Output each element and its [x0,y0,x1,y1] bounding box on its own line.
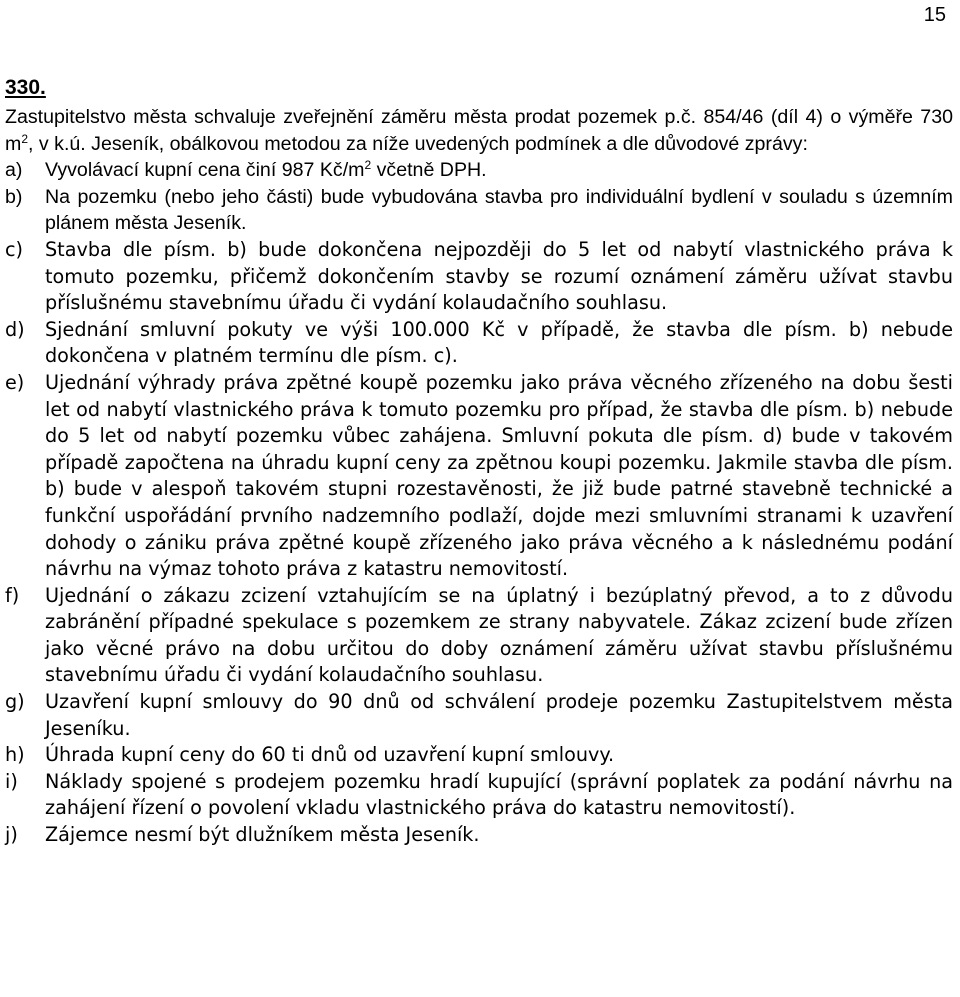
list-item-text: Ujednání výhrady práva zpětné koupě pozemku jako práva věcného zřízeného na dobu šesti let od nabytí vlastnického práva k tomuto pozemku pro případ, že stavba dle písm. b) nebude do 5 let od nabytí pozemku vůbec zahájena. Smluvní pokuta dle písm. d) bude v takovém případě započtena na úhradu kupní ceny za zpětnou koupi pozemku. Jakmile stavba dle písm. b) bude v alespoň takovém stupni rozestavěnosti, že již bude patrné stavebně technické a funkční uspořádání prvního nadzemního podlaží, dojde mezi smluvními stranami k uzavření dohody o zániku práva zpětné koupě zřízeného jako práva věcného a k následnému podání návrhu na výmaz tohoto práva z katastru nemovitostí. [45,370,953,581]
list-item-d [5,317,953,370]
list-item-label: f) [5,583,20,607]
list-item-a [5,157,953,184]
resolution-number: 330. [5,76,46,99]
list-item-text: Stavba dle písm. b) bude dokončena nejpozději do 5 let od nabytí vlastnického práva k tomuto pozemku, přičemž dokončením stavby se rozumí oznámení záměru užívat stavbu příslušnému stavebnímu úřadu či vydání kolaudačního souhlasu. [45,237,953,315]
list-item-label: h) [5,743,25,767]
intro-text-2: , v k.ú. Jeseník, obálkovou metodou za níže uvedených podmínek a dle důvodové zprávy: [28,132,808,155]
item-a-superscript: 2 [364,158,372,173]
list-item-text [45,157,953,184]
list-item-label: a) [5,159,23,182]
page-number: 15 [923,4,946,26]
list-item-label: i) [5,769,18,793]
list-item-b [5,184,953,237]
list-item-text: Ujednání o zákazu zcizení vztahujícím se na úplatný i bezúplatný převod, a to z důvodu zabránění případné spekulace s pozemkem ze strany nabyvatele. Zákaz zcizení bude zřízen jako věcné právo na dobu určitou do doby oznámení záměru užívat stavbu příslušnému stavebnímu úřadu či vydání kolaudačního souhlasu. [45,583,953,687]
document-body [5,73,953,849]
list-item-text: Na pozemku (nebo jeho části) bude vybudována stavba pro individuální bydlení v souladu s územním plánem města Jeseník. [45,185,953,235]
list-item-text: Zájemce nesmí být dlužníkem města Jeseník. [45,823,480,847]
list-item-text: Uzavření kupní smlouvy do 90 dnů od schválení prodeje pozemku Zastupitelstvem města Jeseníku. [45,690,953,740]
list-item-label: c) [5,237,24,261]
intro-paragraph [5,104,953,157]
list-item-f [5,583,953,689]
item-a-text-2: včetně DPH. [371,159,487,182]
list-item-label: g) [5,690,25,714]
list-item-text: Úhrada kupní ceny do 60 ti dnů od uzavření kupní smlouvy. [45,743,615,767]
list-item-j [5,822,953,849]
intro-text-1: Zastupitelstvo města schvaluje zveřejnění záměru města prodat pozemek p.č. 854/46 (díl 4) o výměře 730 m [5,106,953,155]
list-item-e [5,370,953,583]
list-item-label: e) [5,370,25,394]
list-item-i [5,769,953,822]
list-item-text: Náklady spojené s prodejem pozemku hradí kupující (správní poplatek za podání návrhu na zahájení řízení o povolení vkladu vlastnického práva do katastru nemovitostí). [45,769,953,820]
intro-superscript: 2 [21,131,29,146]
list-item-label: j) [5,823,18,847]
list-item-g [5,689,953,742]
list-item-text: Sjednání smluvní pokuty ve výši 100.000 Kč v případě, že stavba dle písm. b) nebude dokončena v platném termínu dle písm. c). [45,317,953,368]
list-item-label: b) [5,185,23,208]
list-item-label: d) [5,317,25,341]
list-item-c [5,237,953,317]
list-item-h [5,742,953,769]
item-a-text-1: Vyvolávací kupní cena činí 987 Kč/m [45,159,365,182]
